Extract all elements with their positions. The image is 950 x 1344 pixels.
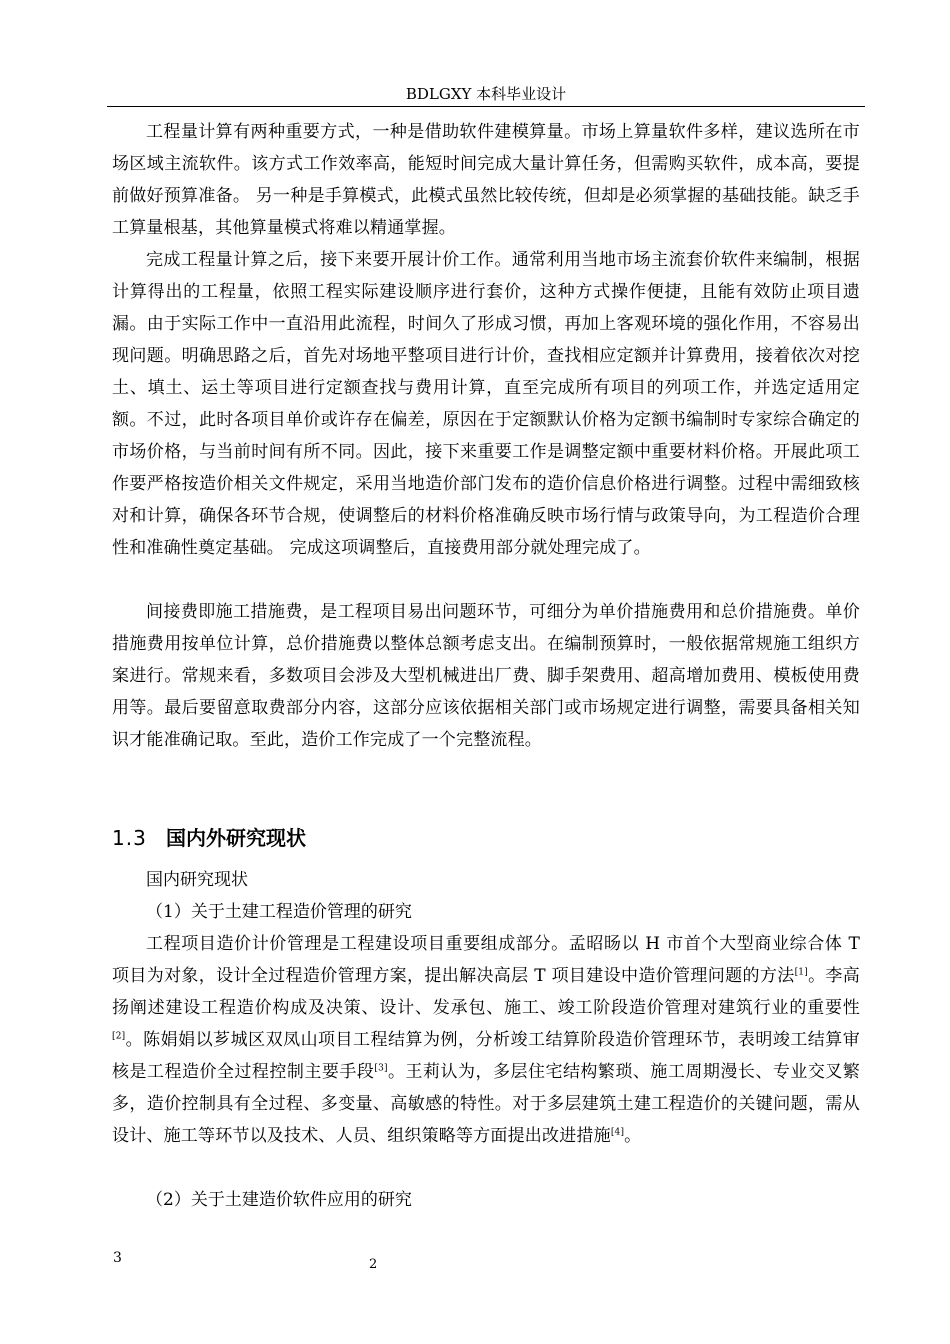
citation-ref: [3] [374,1063,388,1074]
section-title: 国内外研究现状 [166,826,306,850]
footer-left-number: 3 [113,1250,122,1266]
text-segment: 。王莉认为，多层住宅结构繁琐、施工周期漫长、专业交叉繁多，造价控制具有全过程、多变量、高敏感的特性。对于多层建筑土建工程造价的关键问题，需从设计、施工等环节以及技术、人员、组织策略等方面提出改进措施 [112,1062,860,1146]
header-divider [107,106,865,107]
paragraph-indirect-costs: 间接费即施工措施费，是工程项目易出问题环节，可细分为单价措施费用和总价措施费。单价措施费用按单位计算，总价措施费以整体总额考虑支出。在编制预算时，一般依据常规施工组织方案进行。常规来看，多数项目会涉及大型机械进出厂费、脚手架费用、超高增加费用、模板使用费用等。最后要留意取费部分内容，这部分应该依据相关部门或市场规定进行调整，需要具备相关知识才能准确记取。至此，造价工作完成了一个完整流程。 [112,602,860,750]
paragraph-pricing-work: 完成工程量计算之后，接下来要开展计价工作。通常利用当地市场主流套价软件来编制，根据计算得出的工程量，依照工程实际建设顺序进行套价，这种方式操作便捷，且能有效防止项目遗漏。由于实际工作中一直沿用此流程，时间久了形成习惯，再加上客观环境的强化作用，不容易出现问题。明确思路之后，首先对场地平整项目进行计价，查找相应定额并计算费用，接着依次对挖土、填土、运土等项目进行定额查找与费用计算，直至完成所有项目的列项工作，并选定适用定额。不过，此时各项目单价或许存在偏差，原因在于定额默认价格为定额书编制时专家综合确定的市场价格，与当前时间有所不同。因此，接下来重要工作是调整定额中重要材料价格。开展此项工作要严格按造价相关文件规定，采用当地造价部门发布的造价信息价格进行调整。过程中需细致核对和计算，确保各环节合规，使调整后的材料价格准确反映市场行情与政策导向，为工程造价合理性和准确性奠定基础。 完成这项调整后，直接费用部分就处理完成了。 [112,250,860,558]
paragraph-quantity-calculation: 工程量计算有两种重要方式，一种是借助软件建模算量。市场上算量软件多样，建议选所在市场区域主流软件。该方式工作效率高，能短时间完成大量计算任务，但需购买软件，成本高，要提前做好预算准备。 另一种是手算模式，此模式虽然比较传统，但却是必须掌握的基础技能。缺乏手工算量根基，其他算量模式将难以精通掌握。 [112,122,860,238]
citation-ref: [4] [610,1127,625,1138]
section-heading [112,822,306,854]
text-segment: 。 [624,1126,642,1146]
list-item-civil-cost-management: （1）关于土建工程造价管理的研究 [146,902,412,922]
paragraph-cost-management-research [112,928,860,1152]
citation-ref: [1] [794,967,808,978]
text-segment: 工程项目造价计价管理是工程建设项目重要组成部分。孟昭旸以 H 市首个大型商业综合体 T 项目为对象，设计全过程造价管理方案，提出解决高层 T 项目建设中造价管理问题的方法 [112,934,860,986]
subheading-domestic-research: 国内研究现状 [146,870,248,890]
section-number: 1.3 [112,826,147,850]
text-segment: 。陈娟娟以芗城区双凤山项目工程结算为例，分析竣工结算阶段造价管理环节，表明竣工结算审核是工程造价全过程控制主要手段 [112,1030,860,1082]
list-item-cost-software-application: （2）关于土建造价软件应用的研究 [146,1190,412,1210]
page-header-title: BDLGXY 本科毕业设计 [405,85,567,103]
text-segment: 。李高扬阐述建设工程造价构成及决策、设计、发承包、施工、竣工阶段造价管理对建筑行业的重要性 [112,966,860,1018]
footer-page-number: 2 [369,1257,378,1272]
citation-ref: [2] [112,1031,126,1042]
